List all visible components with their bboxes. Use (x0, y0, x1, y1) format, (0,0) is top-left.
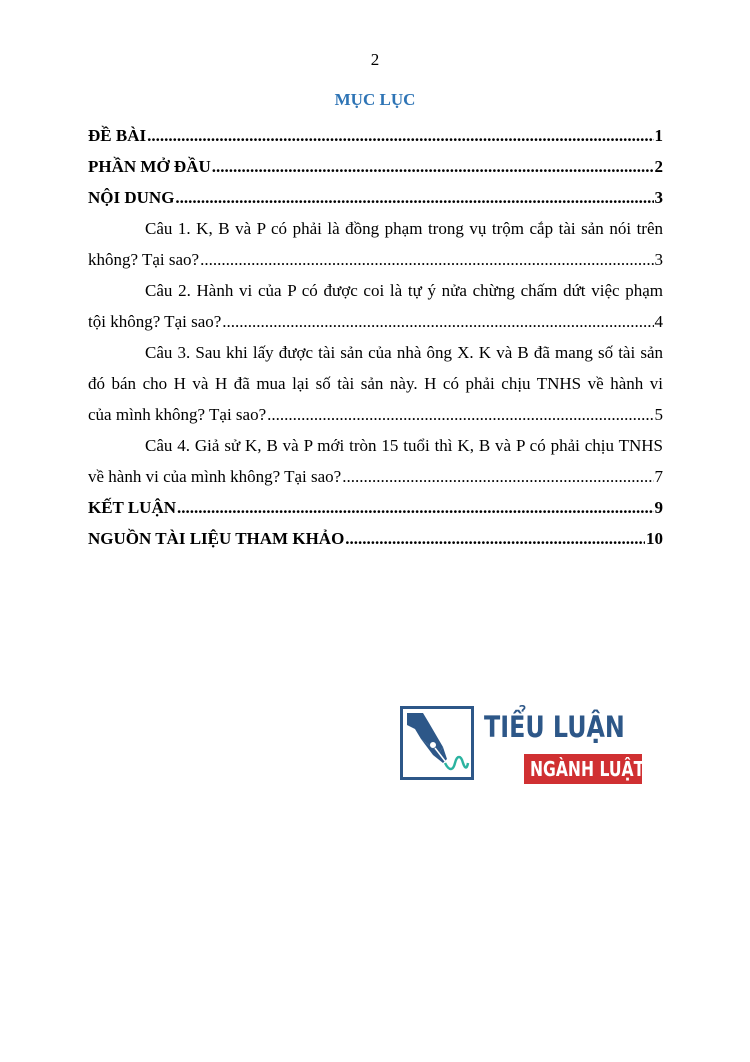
toc-entry-page: 5 (654, 405, 663, 424)
dot-leader (177, 492, 653, 523)
toc-entry-text: Câu 3. Sau khi lấy được tài sản của nhà ông X. K và B đã mang số tài sản (145, 343, 663, 362)
toc-entry-label: NGUỒN TÀI LIỆU THAM KHẢO (88, 529, 345, 548)
toc-entry-label: ĐỀ BÀI (88, 126, 147, 145)
logo (400, 706, 645, 788)
page-number: 2 (370, 50, 380, 69)
toc-entry-label: PHẦN MỞ ĐẦU (88, 157, 211, 176)
fountain-pen-icon (400, 706, 474, 780)
toc-entry-page: 3 (654, 250, 663, 269)
toc-entry-text: không? Tại sao? (88, 250, 200, 269)
toc-title: MỤC LỤC (334, 90, 416, 109)
toc-entry-page: 9 (654, 498, 663, 517)
toc-entry-de-bai[interactable] (88, 120, 663, 151)
toc-entry-cau-4[interactable] (88, 430, 663, 492)
toc-entry-text: về hành vi của mình không? Tại sao? (88, 467, 342, 486)
toc-entry-noi-dung[interactable] (88, 182, 663, 213)
dot-leader (212, 151, 654, 182)
logo-subtitle: NGÀNH LUẬT (530, 757, 645, 781)
table-of-contents (88, 120, 663, 554)
logo-title: TIỂU LUẬN (484, 710, 625, 744)
dot-leader (342, 461, 653, 492)
toc-entry-label: NỘI DUNG (88, 188, 175, 207)
toc-entry-page: 10 (646, 529, 663, 548)
toc-entry-page: 1 (654, 126, 663, 145)
dot-leader (345, 523, 645, 554)
toc-entry-text: Câu 2. Hành vi của P có được coi là tự ý nửa chừng chấm dứt việc phạm (145, 281, 663, 300)
logo-badge (524, 754, 645, 784)
toc-entry-text: Câu 1. K, B và P có phải là đồng phạm trong vụ trộm cắp tài sản nói trên (145, 219, 663, 238)
toc-entry-text: đó bán cho H và H đã mua lại số tài sản này. H có phải chịu TNHS về hành vi (88, 374, 663, 393)
dot-leader (222, 306, 653, 337)
toc-entry-cau-2[interactable] (88, 275, 663, 337)
toc-entry-text: của mình không? Tại sao? (88, 405, 267, 424)
dot-leader (147, 120, 653, 151)
toc-entry-ket-luan[interactable] (88, 492, 663, 523)
toc-entry-cau-3[interactable] (88, 337, 663, 430)
toc-entry-nguon-tai-lieu[interactable] (88, 523, 663, 554)
toc-entry-page: 2 (654, 157, 663, 176)
toc-entry-page: 4 (654, 312, 663, 331)
dot-leader (200, 244, 653, 275)
toc-entry-label: KẾT LUẬN (88, 498, 177, 517)
dot-leader (175, 182, 653, 213)
toc-entry-page: 3 (654, 188, 663, 207)
toc-entry-text: tội không? Tại sao? (88, 312, 222, 331)
toc-entry-text: Câu 4. Giả sử K, B và P mới tròn 15 tuổi thì K, B và P có phải chịu TNHS (145, 436, 663, 455)
fountain-pen-icon (403, 709, 471, 777)
dot-leader (267, 399, 653, 430)
toc-entry-phan-mo-dau[interactable] (88, 151, 663, 182)
toc-entry-cau-1[interactable] (88, 213, 663, 275)
toc-entry-page: 7 (654, 467, 663, 486)
